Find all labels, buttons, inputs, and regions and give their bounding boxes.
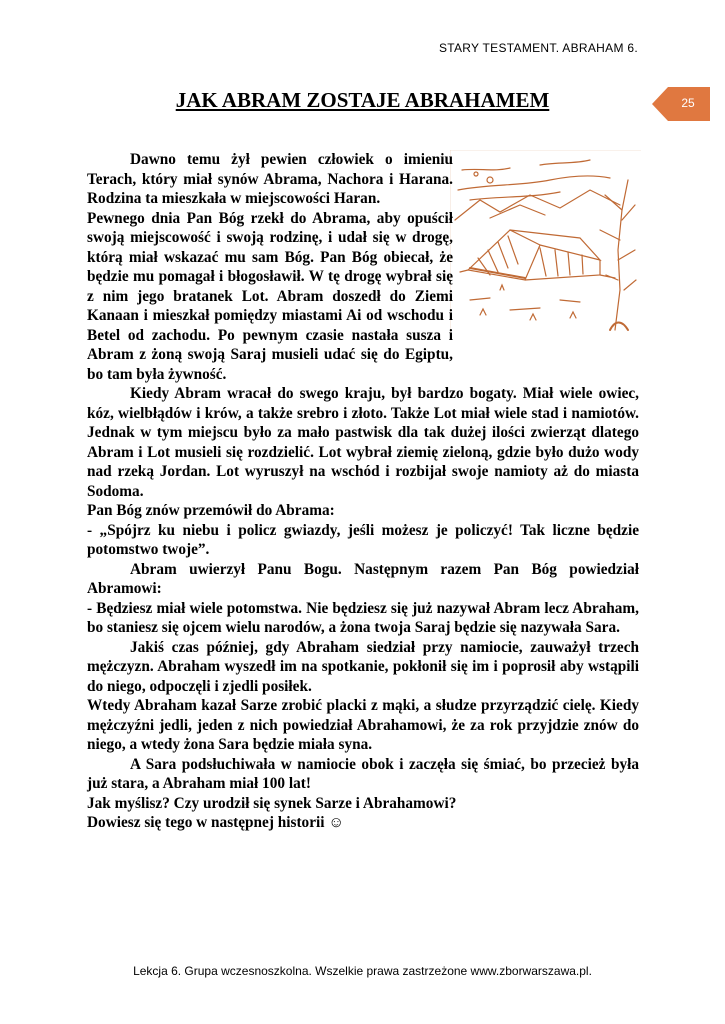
page-title: JAK ABRAM ZOSTAJE ABRAHAMEM [175,88,550,112]
paragraph: - Będziesz miał wiele potomstwa. Nie będziesz się już nazywał Abram lecz Abraham, bo staniesz się ojcem wielu narodów, a żona twoja Saraj będzie się nazywała Sara. [87,599,639,636]
paragraph: Dowiesz się tego w następnej historii ☺ [87,814,344,831]
paragraph: Wtedy Abraham kazał Sarze zrobić placki z mąki, a słudze przyrządzić cielę. Kiedy mężczyźni jedli, jeden z nich powiedział Abrahamowi, że za rok przyjdzie znów do niego, a wtedy żona Sara będzie miała syna. [87,697,639,753]
story-text [87,150,639,833]
paragraph: Jak myślisz? Czy urodził się synek Sarze i Abrahamowi? [87,794,457,812]
page-number-tab [652,87,710,121]
illustration-spacer [453,150,639,354]
paragraph: Jakiś czas później, gdy Abraham siedział przy namiocie, zauważył trzech mężczyzn. Abraham wyszedł im na spotkanie, pokłonił się im i poprosił aby wstąpili do niego, odpoczęli i zjedli posiłek. [87,638,639,695]
paragraph: Pewnego dnia Pan Bóg rzekł do Abrama, aby opuścił swoją miejscowość i swoją rodzinę, i udał się w drogę, którą miał wskazać mu sam Bóg. Pan Bóg obiecał, że będzie mu pomagał i błogosławił. W tę drogę wybrał się z nim jego bratanek Lot. Abram doszedł do Ziemi Kanaan i mieszkał pomiędzy miastami Ai od wschodu i Betel od zachodu. Po pewnym czasie nastała susza i Abram z żoną swoją Saraj musieli udać się do Egiptu, bo tam była żywność. [87,209,453,383]
paragraph: Pan Bóg znów przemówił do Abrama: [87,502,335,519]
paragraph: Kiedy Abram wracał do swego kraju, był bardzo bogaty. Miał wiele owiec, kóz, wielbłądów i krów, a także srebro i złoto. Także Lot miał wiele stad i namiotów. Jednak w tym miejscu było za mało pastwisk dla tak dużej ilości zwierząt dlatego Abram i Lot musieli się rozdzielić. Lot wybrał ziemię zieloną, gdzie było dużo wody nad rzeką Jordan. Lot wyruszył na wschód i rozbijał swoje namioty aż do miasta Sodoma. [87,385,639,500]
page-footer: Lekcja 6. Grupa wczesnoszkolna. Wszelkie prawa zastrzeżone www.zborwarszawa.pl. [133,964,592,978]
paragraph: Dawno temu żył pewien człowiek o imieniu Terach, który miał synów Abrama, Nachora i Harana. Rodzina ta mieszkała w miejscowości Haran. [87,151,453,207]
paragraph: - „Spójrz ku niebu i policz gwiazdy, jeśli możesz je policzyć! Tak liczne będzie potomstwo twoje”. [87,521,639,558]
page-header: STARY TESTAMENT. ABRAHAM 6. [438,41,638,55]
paragraph: Abram uwierzył Panu Bogu. Następnym razem Pan Bóg powiedział Abramowi: [87,560,639,597]
paragraph: A Sara podsłuchiwała w namiocie obok i zaczęła się śmiać, bo przecież była już stara, a Abraham miał 100 lat! [87,755,639,792]
page-number: 25 [681,96,695,110]
